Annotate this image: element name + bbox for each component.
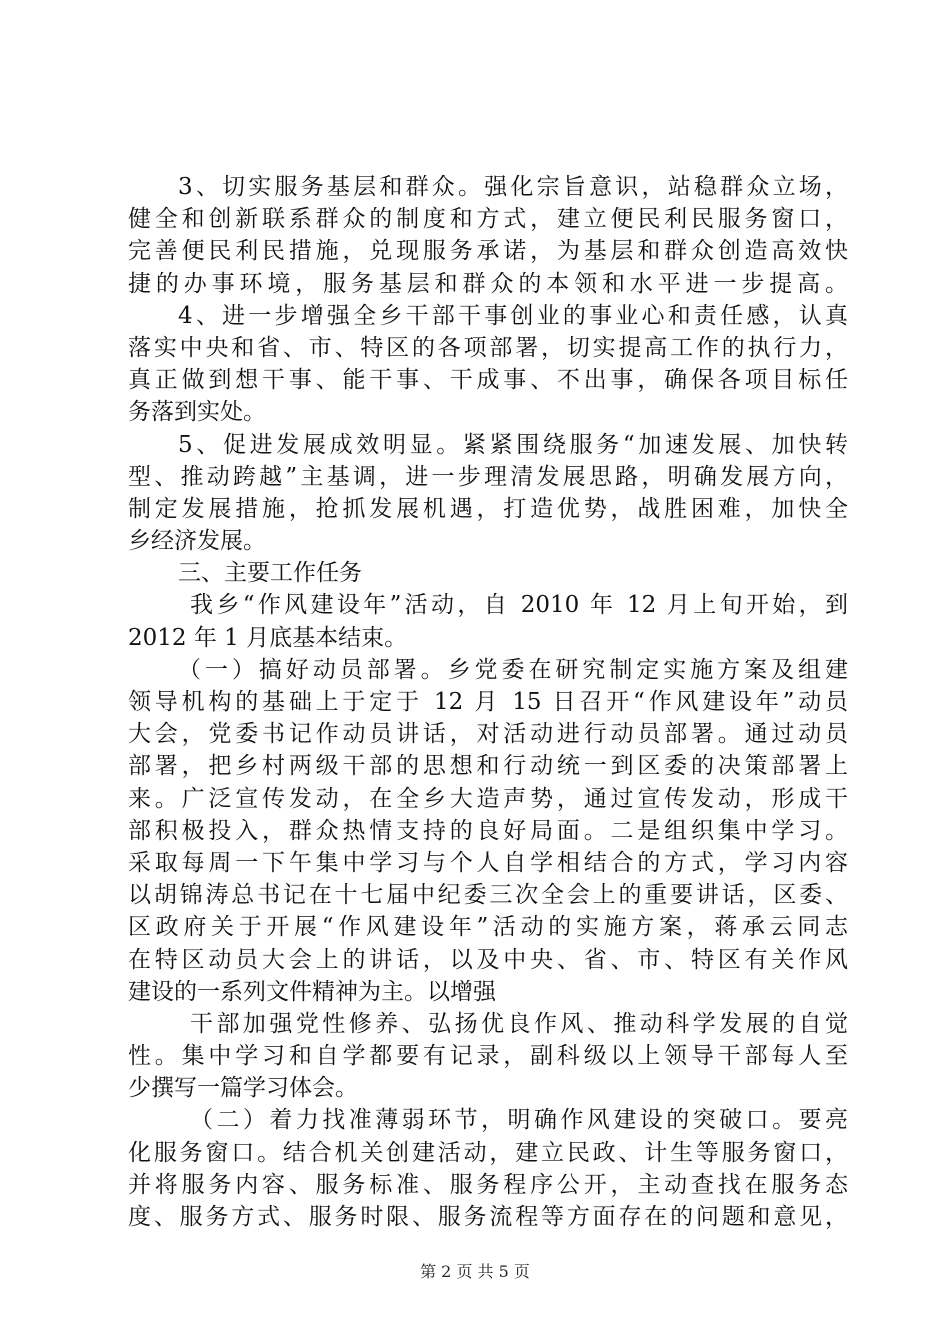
text-line: 乡经济发展。	[128, 528, 266, 555]
text-line: 我乡“作风建设年”活动，自 2010 年 12 月上旬开始，到	[190, 592, 848, 619]
text-line: 3、切实服务基层和群众。强化宗旨意识，站稳群众立场，	[178, 174, 848, 200]
text-line: 以胡锦涛总书记在十七届中纪委三次全会上的重要讲话，区委、	[128, 882, 848, 909]
text-line: 大会，党委书记作动员讲话，对活动进行动员部署。通过动员	[128, 721, 848, 748]
text-line: 4、进一步增强全乡干部干事创业的事业心和责任感，认真	[178, 302, 848, 329]
text-line: 领导机构的基础上于定于 12 月 15 日召开“作风建设年”动员	[128, 689, 848, 715]
text-line: 完善便民利民措施，兑现服务承诺，为基层和群众创造高效快	[128, 238, 848, 265]
text-line: 来。广泛宣传发动，在全乡大造声势，通过宣传发动，形成干	[128, 785, 848, 812]
text-line: 建设的一系列文件精神为主。以增强	[128, 978, 496, 1005]
section-heading: 三、主要工作任务	[178, 560, 362, 587]
text-line: 务落到实处。	[128, 399, 266, 426]
text-line: 采取每周一下午集中学习与个人自学相结合的方式，学习内容	[128, 849, 848, 876]
text-line: 型、推动跨越”主基调，进一步理清发展思路，明确发展方向，	[128, 463, 848, 490]
text-line: 2012 年 1 月底基本结束。	[128, 624, 408, 651]
page-number-footer: 第 2 页 共 5 页	[420, 1262, 530, 1281]
text-line: 健全和创新联系群众的制度和方式，建立便民利民服务窗口，	[128, 206, 848, 233]
text-line: 少撰写一篇学习体会。	[128, 1075, 358, 1102]
text-line: 性。集中学习和自学都要有记录，副科级以上领导干部每人至	[128, 1043, 848, 1070]
document-body	[128, 171, 848, 1233]
text-line: 5、促进发展成效明显。紧紧围绕服务“加速发展、加快转	[178, 431, 848, 458]
text-line: 并将服务内容、服务标准、服务程序公开，主动查找在服务态	[128, 1171, 848, 1198]
text-line: 捷的办事环境，服务基层和群众的本领和水平进一步提高。	[128, 270, 848, 297]
text-line: 部积极投入，群众热情支持的良好局面。二是组织集中学习。	[128, 817, 848, 844]
text-line: 真正做到想干事、能干事、干成事、不出事，确保各项目标任	[128, 367, 848, 394]
text-line: 在特区动员大会上的讲话，以及中央、省、市、特区有关作风	[128, 946, 848, 973]
text-line: （二）着力找准薄弱环节，明确作风建设的突破口。要亮	[190, 1107, 848, 1134]
text-line: 落实中央和省、市、特区的各项部署，切实提高工作的执行力，	[128, 334, 848, 361]
text-line: 干部加强党性修养、弘扬优良作风、推动科学发展的自觉	[190, 1010, 848, 1037]
text-line: （一）搞好动员部署。乡党委在研究制定实施方案及组建	[178, 656, 848, 683]
text-line: 化服务窗口。结合机关创建活动，建立民政、计生等服务窗口，	[128, 1139, 848, 1166]
text-line: 制定发展措施，抢抓发展机遇，打造优势，战胜困难，加快全	[128, 495, 848, 522]
text-line: 部署，把乡村两级干部的思想和行动统一到区委的决策部署上	[128, 753, 848, 780]
text-line: 区政府关于开展“作风建设年”活动的实施方案，蒋承云同志	[128, 914, 848, 941]
text-line: 度、服务方式、服务时限、服务流程等方面存在的问题和意见，	[128, 1204, 848, 1230]
